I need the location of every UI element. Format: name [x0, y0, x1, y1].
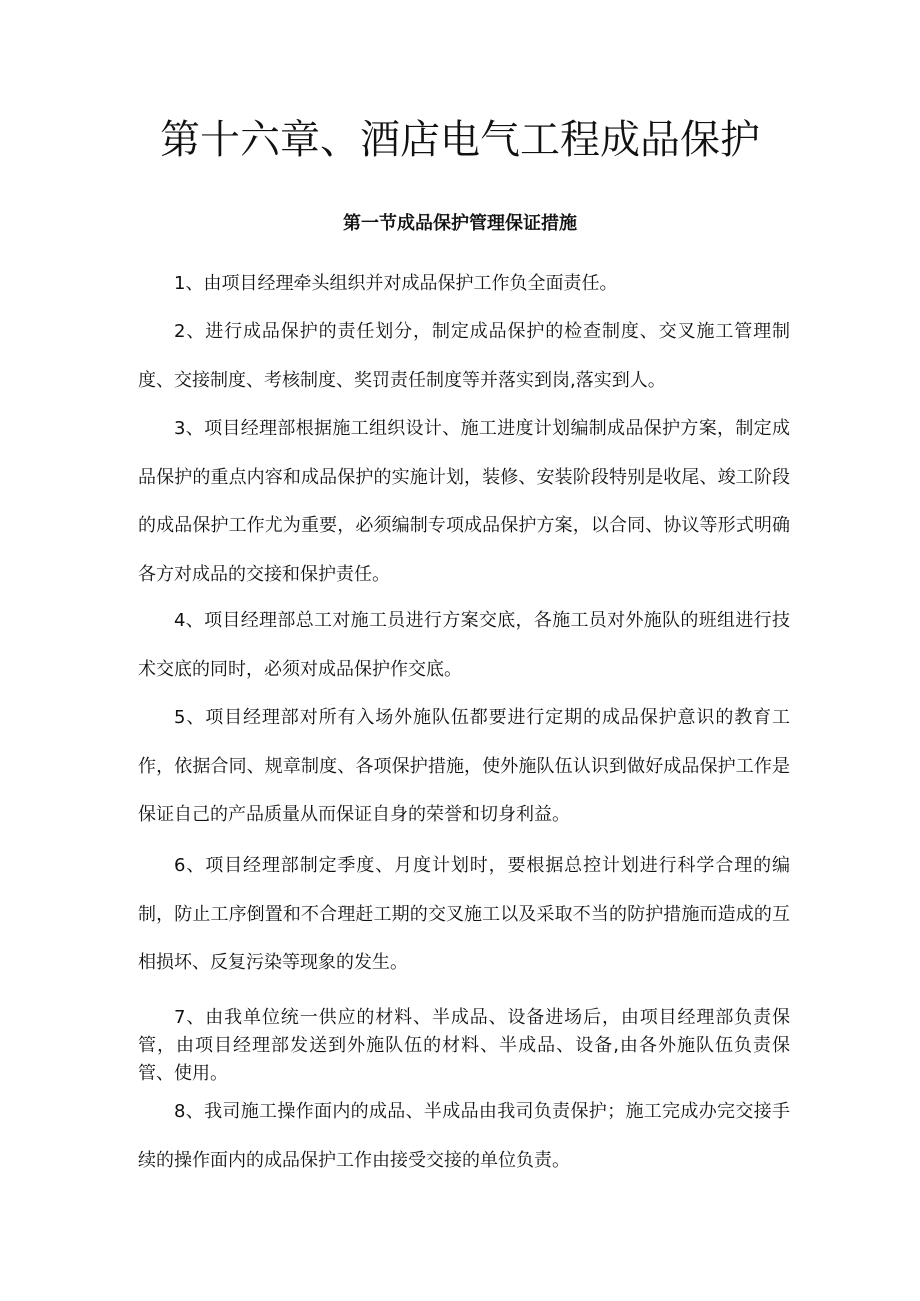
paragraph-7: 7、由我单位统一供应的材料、半成品、设备进场后，由项目经理部负责保管，由项目经理部发送到外施队伍的材料、半成品、设备,由各外施队伍负责保管、使用。: [138, 1007, 790, 1084]
paragraph-2: 2、进行成品保护的责任划分，制定成品保护的检查制度、交叉施工管理制度、交接制度、考核制度、奖罚责任制度等并落实到岗,落实到人。: [138, 321, 790, 391]
paragraph-6: 6、项目经理部制定季度、月度计划时，要根据总控计划进行科学合理的编制，防止工序倒置和不合理赶工期的交叉施工以及采取不当的防护措施而造成的互相损坏、反复污染等现象的发生。: [138, 855, 790, 973]
section-title: 第一节成品保护管理保证措施: [343, 213, 577, 234]
paragraph-4: 4、项目经理部总工对施工员进行方案交底，各施工员对外施队的班组进行技术交底的同时，必须对成品保护作交底。: [138, 610, 790, 680]
paragraph-5: 5、项目经理部对所有入场外施队伍都要进行定期的成品保护意识的教育工作，依据合同、规章制度、各项保护措施，使外施队伍认识到做好成品保护工作是保证自己的产品质量从而保证自身的荣誉和切身利益。: [138, 707, 790, 825]
paragraph-8: 8、我司施工操作面内的成品、半成品由我司负责保护；施工完成办完交接手续的操作面内的成品保护工作由接受交接的单位负责。: [138, 1101, 790, 1171]
paragraph-1: 1、由项目经理牵头组织并对成品保护工作负全面责任。: [174, 273, 618, 294]
paragraph-3: 3、项目经理部根据施工组织设计、施工进度计划编制成品保护方案，制定成品保护的重点内容和成品保护的实施计划，装修、安装阶段特别是收尾、竣工阶段的成品保护工作尤为重要，必须编制专项成品保护方案，以合同、协议等形式明确各方对成品的交接和保护责任。: [138, 418, 790, 585]
chapter-title: 第十六章、酒店电气工程成品保护: [160, 117, 760, 163]
